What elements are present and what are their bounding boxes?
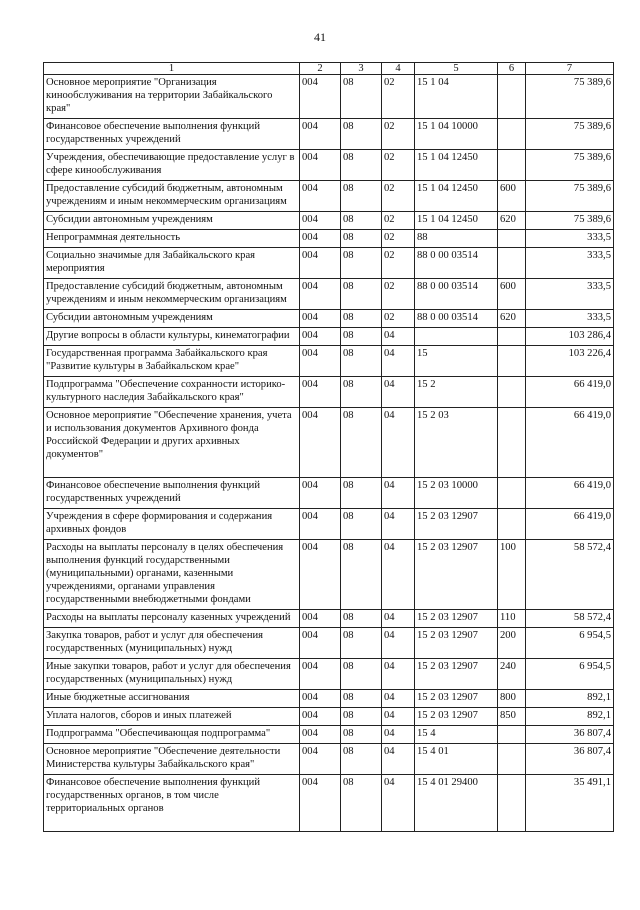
section-code-cell: 08 bbox=[341, 150, 382, 181]
row-name-cell: Основное мероприятие "Организация кинообслуживания на территории Забайкальского края" bbox=[44, 75, 300, 119]
ministry-code-cell: 004 bbox=[300, 478, 341, 509]
amount-cell: 36 807,4 bbox=[526, 744, 614, 775]
ministry-code-cell: 004 bbox=[300, 212, 341, 230]
row-name-cell: Социально значимые для Забайкальского края мероприятия bbox=[44, 248, 300, 279]
section-code-cell: 08 bbox=[341, 610, 382, 628]
subsection-code-cell: 04 bbox=[382, 708, 415, 726]
subsection-code-cell: 02 bbox=[382, 150, 415, 181]
row-name-cell: Подпрограмма "Обеспечивающая подпрограмма" bbox=[44, 726, 300, 744]
target-article-cell: 88 0 00 03514 bbox=[415, 248, 498, 279]
row-name-cell: Закупка товаров, работ и услуг для обеспечения государственных (муниципальных) нужд bbox=[44, 628, 300, 659]
expense-type-cell: 600 bbox=[498, 279, 526, 310]
target-article-cell: 15 2 03 12907 bbox=[415, 540, 498, 610]
expense-type-cell: 100 bbox=[498, 540, 526, 610]
ministry-code-cell: 004 bbox=[300, 230, 341, 248]
expense-type-cell bbox=[498, 775, 526, 832]
subsection-code-cell: 04 bbox=[382, 377, 415, 408]
column-header-5: 5 bbox=[415, 63, 498, 75]
expense-type-cell bbox=[498, 248, 526, 279]
row-name-cell: Учреждения в сфере формирования и содержания архивных фондов bbox=[44, 509, 300, 540]
ministry-code-cell: 004 bbox=[300, 150, 341, 181]
section-code-cell: 08 bbox=[341, 628, 382, 659]
ministry-code-cell: 004 bbox=[300, 744, 341, 775]
expense-type-cell: 620 bbox=[498, 212, 526, 230]
target-article-cell: 88 bbox=[415, 230, 498, 248]
ministry-code-cell: 004 bbox=[300, 690, 341, 708]
table-header-row bbox=[44, 63, 614, 75]
subsection-code-cell: 04 bbox=[382, 509, 415, 540]
section-code-cell: 08 bbox=[341, 690, 382, 708]
subsection-code-cell: 02 bbox=[382, 230, 415, 248]
amount-cell: 333,5 bbox=[526, 248, 614, 279]
subsection-code-cell: 04 bbox=[382, 328, 415, 346]
target-article-cell: 15 bbox=[415, 346, 498, 377]
column-header-7: 7 bbox=[526, 63, 614, 75]
amount-cell: 66 419,0 bbox=[526, 478, 614, 509]
subsection-code-cell: 02 bbox=[382, 119, 415, 150]
section-code-cell: 08 bbox=[341, 279, 382, 310]
subsection-code-cell: 04 bbox=[382, 628, 415, 659]
row-name-cell: Непрограммная деятельность bbox=[44, 230, 300, 248]
budget-table-container bbox=[43, 62, 613, 832]
column-header-6: 6 bbox=[498, 63, 526, 75]
ministry-code-cell: 004 bbox=[300, 708, 341, 726]
row-name-cell: Основное мероприятие "Обеспечение хранения, учета и использования документов Архивного фонда Российской Федерации и других архивных документов" bbox=[44, 408, 300, 478]
row-name-cell: Субсидии автономным учреждениям bbox=[44, 212, 300, 230]
ministry-code-cell: 004 bbox=[300, 248, 341, 279]
table-row bbox=[44, 230, 614, 248]
ministry-code-cell: 004 bbox=[300, 181, 341, 212]
amount-cell: 75 389,6 bbox=[526, 181, 614, 212]
amount-cell: 58 572,4 bbox=[526, 610, 614, 628]
section-code-cell: 08 bbox=[341, 509, 382, 540]
row-name-cell: Другие вопросы в области культуры, кинематографии bbox=[44, 328, 300, 346]
page-number: 41 bbox=[314, 30, 326, 44]
target-article-cell: 88 0 00 03514 bbox=[415, 310, 498, 328]
target-article-cell: 15 2 03 12907 bbox=[415, 708, 498, 726]
table-row bbox=[44, 377, 614, 408]
ministry-code-cell: 004 bbox=[300, 279, 341, 310]
ministry-code-cell: 004 bbox=[300, 377, 341, 408]
target-article-cell bbox=[415, 328, 498, 346]
expense-type-cell: 620 bbox=[498, 310, 526, 328]
table-row bbox=[44, 775, 614, 832]
section-code-cell: 08 bbox=[341, 408, 382, 478]
expense-type-cell bbox=[498, 75, 526, 119]
column-header-3: 3 bbox=[341, 63, 382, 75]
table-row bbox=[44, 540, 614, 610]
ministry-code-cell: 004 bbox=[300, 75, 341, 119]
ministry-code-cell: 004 bbox=[300, 328, 341, 346]
subsection-code-cell: 04 bbox=[382, 610, 415, 628]
section-code-cell: 08 bbox=[341, 540, 382, 610]
section-code-cell: 08 bbox=[341, 659, 382, 690]
section-code-cell: 08 bbox=[341, 119, 382, 150]
section-code-cell: 08 bbox=[341, 212, 382, 230]
table-row bbox=[44, 212, 614, 230]
row-name-cell: Государственная программа Забайкальского края "Развитие культуры в Забайкальском крае" bbox=[44, 346, 300, 377]
expense-type-cell bbox=[498, 408, 526, 478]
amount-cell: 75 389,6 bbox=[526, 150, 614, 181]
row-name-cell: Иные бюджетные ассигнования bbox=[44, 690, 300, 708]
table-row bbox=[44, 119, 614, 150]
table-row bbox=[44, 75, 614, 119]
section-code-cell: 08 bbox=[341, 478, 382, 509]
section-code-cell: 08 bbox=[341, 744, 382, 775]
target-article-cell: 15 2 03 12907 bbox=[415, 659, 498, 690]
target-article-cell: 15 1 04 10000 bbox=[415, 119, 498, 150]
amount-cell: 892,1 bbox=[526, 690, 614, 708]
target-article-cell: 15 1 04 bbox=[415, 75, 498, 119]
row-name-cell: Предоставление субсидий бюджетным, автономным учреждениям и иным некоммерческим организациям bbox=[44, 181, 300, 212]
amount-cell: 75 389,6 bbox=[526, 212, 614, 230]
table-row bbox=[44, 310, 614, 328]
target-article-cell: 15 1 04 12450 bbox=[415, 150, 498, 181]
amount-cell: 333,5 bbox=[526, 310, 614, 328]
expense-type-cell bbox=[498, 377, 526, 408]
section-code-cell: 08 bbox=[341, 230, 382, 248]
ministry-code-cell: 004 bbox=[300, 408, 341, 478]
section-code-cell: 08 bbox=[341, 775, 382, 832]
target-article-cell: 15 2 03 12907 bbox=[415, 628, 498, 659]
target-article-cell: 15 1 04 12450 bbox=[415, 181, 498, 212]
target-article-cell: 15 4 01 bbox=[415, 744, 498, 775]
row-name-cell: Субсидии автономным учреждениям bbox=[44, 310, 300, 328]
amount-cell: 333,5 bbox=[526, 230, 614, 248]
expense-type-cell: 800 bbox=[498, 690, 526, 708]
subsection-code-cell: 02 bbox=[382, 212, 415, 230]
expense-type-cell bbox=[498, 119, 526, 150]
budget-table bbox=[43, 62, 614, 832]
row-name-cell: Расходы на выплаты персоналу казенных учреждений bbox=[44, 610, 300, 628]
subsection-code-cell: 04 bbox=[382, 659, 415, 690]
section-code-cell: 08 bbox=[341, 377, 382, 408]
amount-cell: 75 389,6 bbox=[526, 75, 614, 119]
target-article-cell: 15 2 03 bbox=[415, 408, 498, 478]
column-header-4: 4 bbox=[382, 63, 415, 75]
expense-type-cell: 200 bbox=[498, 628, 526, 659]
subsection-code-cell: 02 bbox=[382, 181, 415, 212]
row-name-cell: Учреждения, обеспечивающие предоставление услуг в сфере кинообслуживания bbox=[44, 150, 300, 181]
expense-type-cell: 110 bbox=[498, 610, 526, 628]
row-name-cell: Иные закупки товаров, работ и услуг для обеспечения государственных (муниципальных) нужд bbox=[44, 659, 300, 690]
subsection-code-cell: 04 bbox=[382, 775, 415, 832]
ministry-code-cell: 004 bbox=[300, 310, 341, 328]
subsection-code-cell: 02 bbox=[382, 279, 415, 310]
expense-type-cell bbox=[498, 150, 526, 181]
target-article-cell: 15 2 03 12907 bbox=[415, 690, 498, 708]
ministry-code-cell: 004 bbox=[300, 540, 341, 610]
subsection-code-cell: 04 bbox=[382, 726, 415, 744]
expense-type-cell bbox=[498, 230, 526, 248]
subsection-code-cell: 04 bbox=[382, 690, 415, 708]
section-code-cell: 08 bbox=[341, 310, 382, 328]
section-code-cell: 08 bbox=[341, 181, 382, 212]
subsection-code-cell: 02 bbox=[382, 310, 415, 328]
ministry-code-cell: 004 bbox=[300, 628, 341, 659]
ministry-code-cell: 004 bbox=[300, 775, 341, 832]
section-code-cell: 08 bbox=[341, 346, 382, 377]
subsection-code-cell: 02 bbox=[382, 248, 415, 279]
target-article-cell: 88 0 00 03514 bbox=[415, 279, 498, 310]
target-article-cell: 15 2 bbox=[415, 377, 498, 408]
amount-cell: 58 572,4 bbox=[526, 540, 614, 610]
row-name-cell: Финансовое обеспечение выполнения функций государственных учреждений bbox=[44, 478, 300, 509]
row-name-cell: Подпрограмма "Обеспечение сохранности историко-культурного наследия Забайкальского края" bbox=[44, 377, 300, 408]
amount-cell: 66 419,0 bbox=[526, 509, 614, 540]
column-header-1: 1 bbox=[44, 63, 300, 75]
target-article-cell: 15 1 04 12450 bbox=[415, 212, 498, 230]
row-name-cell: Финансовое обеспечение выполнения функций государственных учреждений bbox=[44, 119, 300, 150]
table-row bbox=[44, 744, 614, 775]
row-name-cell: Уплата налогов, сборов и иных платежей bbox=[44, 708, 300, 726]
expense-type-cell: 240 bbox=[498, 659, 526, 690]
table-row bbox=[44, 628, 614, 659]
ministry-code-cell: 004 bbox=[300, 509, 341, 540]
table-row bbox=[44, 509, 614, 540]
table-row bbox=[44, 181, 614, 212]
table-row bbox=[44, 690, 614, 708]
row-name-cell: Финансовое обеспечение выполнения функций государственных органов, в том числе территориальных органов bbox=[44, 775, 300, 832]
section-code-cell: 08 bbox=[341, 726, 382, 744]
expense-type-cell: 600 bbox=[498, 181, 526, 212]
section-code-cell: 08 bbox=[341, 75, 382, 119]
table-row bbox=[44, 248, 614, 279]
target-article-cell: 15 2 03 12907 bbox=[415, 610, 498, 628]
subsection-code-cell: 02 bbox=[382, 75, 415, 119]
amount-cell: 333,5 bbox=[526, 279, 614, 310]
expense-type-cell: 850 bbox=[498, 708, 526, 726]
expense-type-cell bbox=[498, 478, 526, 509]
amount-cell: 103 286,4 bbox=[526, 328, 614, 346]
amount-cell: 6 954,5 bbox=[526, 659, 614, 690]
expense-type-cell bbox=[498, 726, 526, 744]
table-row bbox=[44, 150, 614, 181]
table-body bbox=[44, 75, 614, 832]
section-code-cell: 08 bbox=[341, 708, 382, 726]
amount-cell: 35 491,1 bbox=[526, 775, 614, 832]
ministry-code-cell: 004 bbox=[300, 346, 341, 377]
subsection-code-cell: 04 bbox=[382, 408, 415, 478]
subsection-code-cell: 04 bbox=[382, 744, 415, 775]
subsection-code-cell: 04 bbox=[382, 540, 415, 610]
table-row bbox=[44, 708, 614, 726]
target-article-cell: 15 4 01 29400 bbox=[415, 775, 498, 832]
subsection-code-cell: 04 bbox=[382, 478, 415, 509]
expense-type-cell bbox=[498, 509, 526, 540]
amount-cell: 75 389,6 bbox=[526, 119, 614, 150]
table-row bbox=[44, 279, 614, 310]
table-row bbox=[44, 659, 614, 690]
section-code-cell: 08 bbox=[341, 328, 382, 346]
table-row bbox=[44, 328, 614, 346]
column-header-2: 2 bbox=[300, 63, 341, 75]
amount-cell: 6 954,5 bbox=[526, 628, 614, 659]
amount-cell: 103 226,4 bbox=[526, 346, 614, 377]
row-name-cell: Предоставление субсидий бюджетным, автономным учреждениям и иным некоммерческим организациям bbox=[44, 279, 300, 310]
amount-cell: 66 419,0 bbox=[526, 377, 614, 408]
ministry-code-cell: 004 bbox=[300, 659, 341, 690]
amount-cell: 36 807,4 bbox=[526, 726, 614, 744]
target-article-cell: 15 2 03 10000 bbox=[415, 478, 498, 509]
table-row bbox=[44, 478, 614, 509]
table-row bbox=[44, 408, 614, 478]
row-name-cell: Основное мероприятие "Обеспечение деятельности Министерства культуры Забайкальского края" bbox=[44, 744, 300, 775]
ministry-code-cell: 004 bbox=[300, 726, 341, 744]
table-row bbox=[44, 726, 614, 744]
expense-type-cell bbox=[498, 328, 526, 346]
ministry-code-cell: 004 bbox=[300, 119, 341, 150]
target-article-cell: 15 2 03 12907 bbox=[415, 509, 498, 540]
row-name-cell: Расходы на выплаты персоналу в целях обеспечения выполнения функций государственными (муниципальными) органами, казенными учреждениями, органами управления государственными внебюджетными фондами bbox=[44, 540, 300, 610]
target-article-cell: 15 4 bbox=[415, 726, 498, 744]
amount-cell: 892,1 bbox=[526, 708, 614, 726]
expense-type-cell bbox=[498, 346, 526, 377]
subsection-code-cell: 04 bbox=[382, 346, 415, 377]
table-row bbox=[44, 610, 614, 628]
expense-type-cell bbox=[498, 744, 526, 775]
table-row bbox=[44, 346, 614, 377]
amount-cell: 66 419,0 bbox=[526, 408, 614, 478]
section-code-cell: 08 bbox=[341, 248, 382, 279]
ministry-code-cell: 004 bbox=[300, 610, 341, 628]
